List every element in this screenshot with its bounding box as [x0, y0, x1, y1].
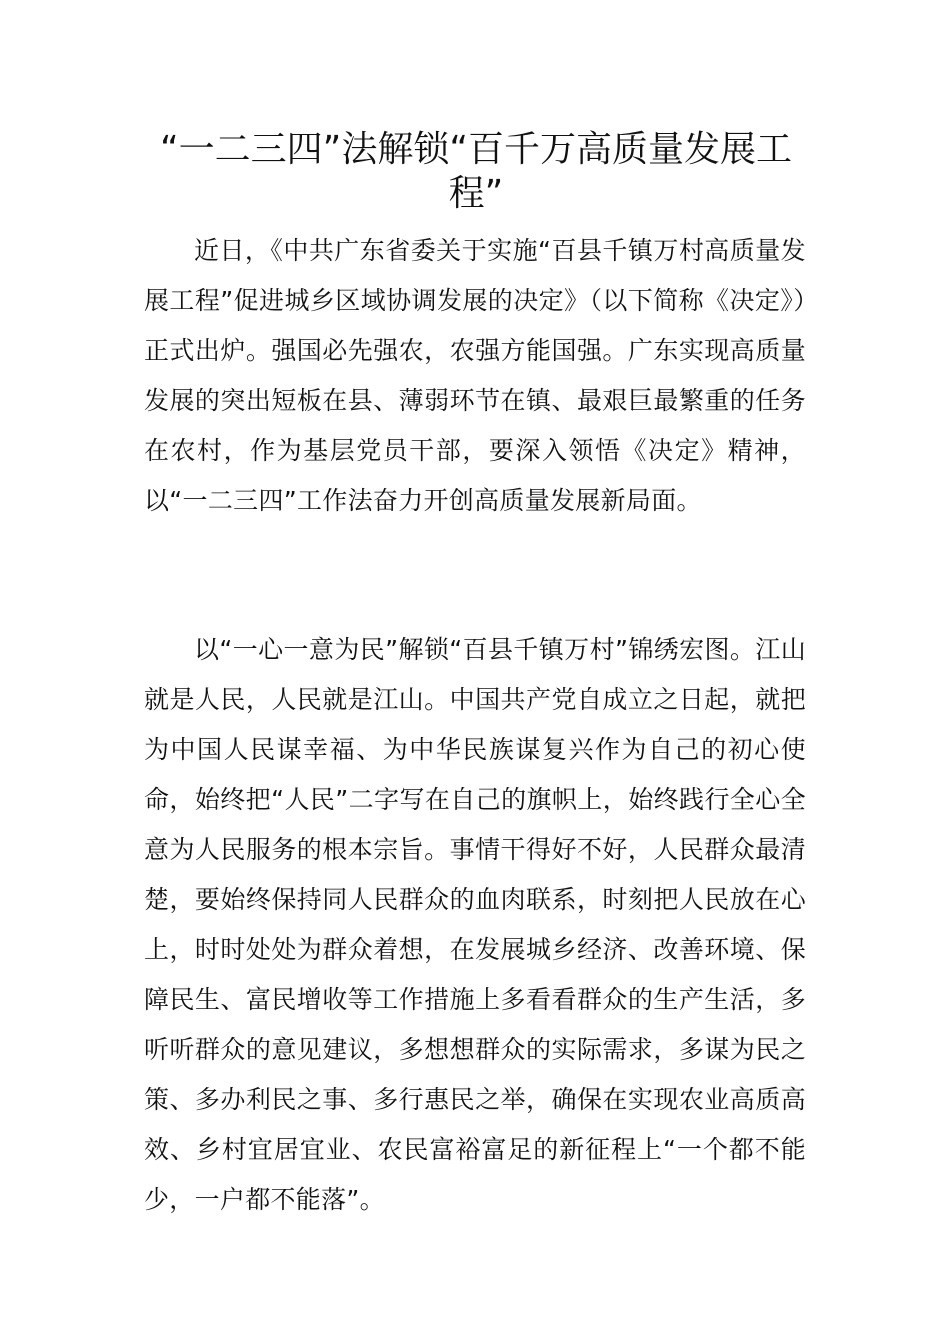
- paragraph-intro: 近日，《中共广东省委关于实施“百县千镇万村高质量发展工程”促进城乡区域协调发展的决定》（以下简称《决定》）正式出炉。强国必先强农，农强方能国强。广东实现高质量发展的突出短板在县、薄弱环节在镇、最艰巨最繁重的任务在农村，作为基层党员干部，要深入领悟《决定》精神，以“一二三四”工作法奋力开创高质量发展新局面。: [144, 236, 806, 515]
- paragraph-people-first: 以“一心一意为民”解锁“百县千镇万村”锦绣宏图。江山就是人民，人民就是江山。中国共产党自成立之日起，就把为中国人民谋幸福、为中华民族谋复兴作为自己的初心使命，始终把“人民”二字写在自己的旗帜上，始终践行全心全意为人民服务的根本宗旨。事情干得好不好，人民群众最清楚，要始终保持同人民群众的血肉联系，时刻把人民放在心上，时时处处为群众着想，在发展城乡经济、改善环境、保障民生、富民增收等工作措施上多看看群众的生产生活，多听听群众的意见建议，多想想群众的实际需求，多谋为民之策、多办利民之事、多行惠民之举，确保在实现农业高质高效、乡村宜居宜业、农民富裕富足的新征程上“一个都不能少，一户都不能落”。: [144, 635, 806, 1214]
- document-title: “一二三四”法解锁“百千万高质量发展工程”: [160, 129, 792, 214]
